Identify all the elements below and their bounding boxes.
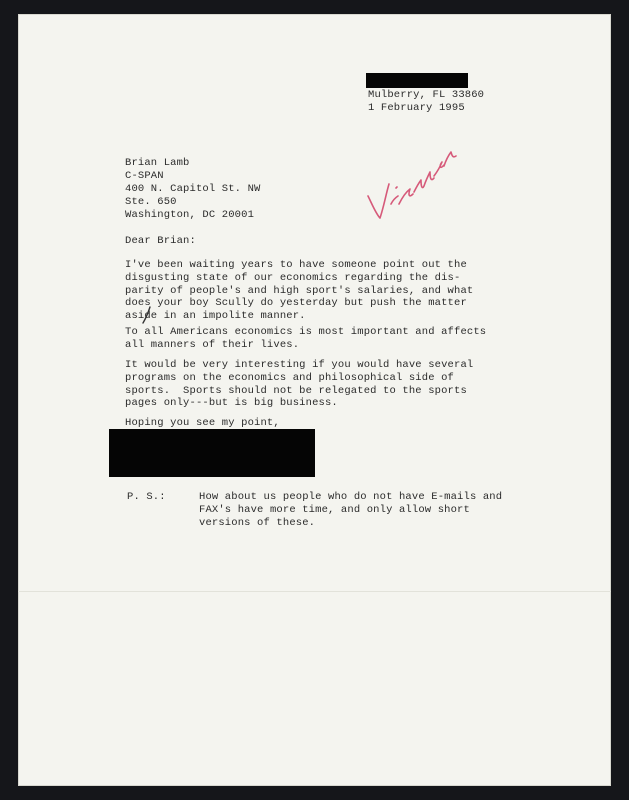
redacted-sender-name [366,73,468,88]
paragraph-3: It would be very interesting if you would have several programs on the economics and philosophical side of sports. Sports should not be relegated to the sports pages only---but is big business. [125,359,474,410]
closing: Hoping you see my point, [125,417,280,429]
page-fold-line [18,591,611,592]
recipient-suite: Ste. 650 [125,196,177,208]
sender-location: Mulberry, FL 33860 [368,89,485,101]
pen-mark [140,305,154,325]
recipient-street: 400 N. Capitol St. NW [125,183,261,195]
redacted-signature [109,429,315,477]
ps-text: How about us people who do not have E-mails and FAX's have more time, and only allow short versions of these. [199,491,503,529]
paragraph-1: I've been waiting years to have someone point out the disgusting state of our economics regarding the dis- parity of people's and high sport's salaries, and what does your boy Scully do yesterday but push the matter aside in an impolite manner. [125,259,474,323]
ps-label: P. S.: [127,491,166,503]
recipient-name: Brian Lamb [125,157,190,169]
letter-date: 1 February 1995 [368,102,465,114]
salutation: Dear Brian: [125,235,196,247]
recipient-org: C-SPAN [125,170,164,182]
letter-page [18,14,611,786]
paragraph-2: To all Americans economics is most important and affects all manners of their lives. [125,326,487,351]
handwritten-viewer-note [358,132,458,222]
recipient-city: Washington, DC 20001 [125,209,255,221]
